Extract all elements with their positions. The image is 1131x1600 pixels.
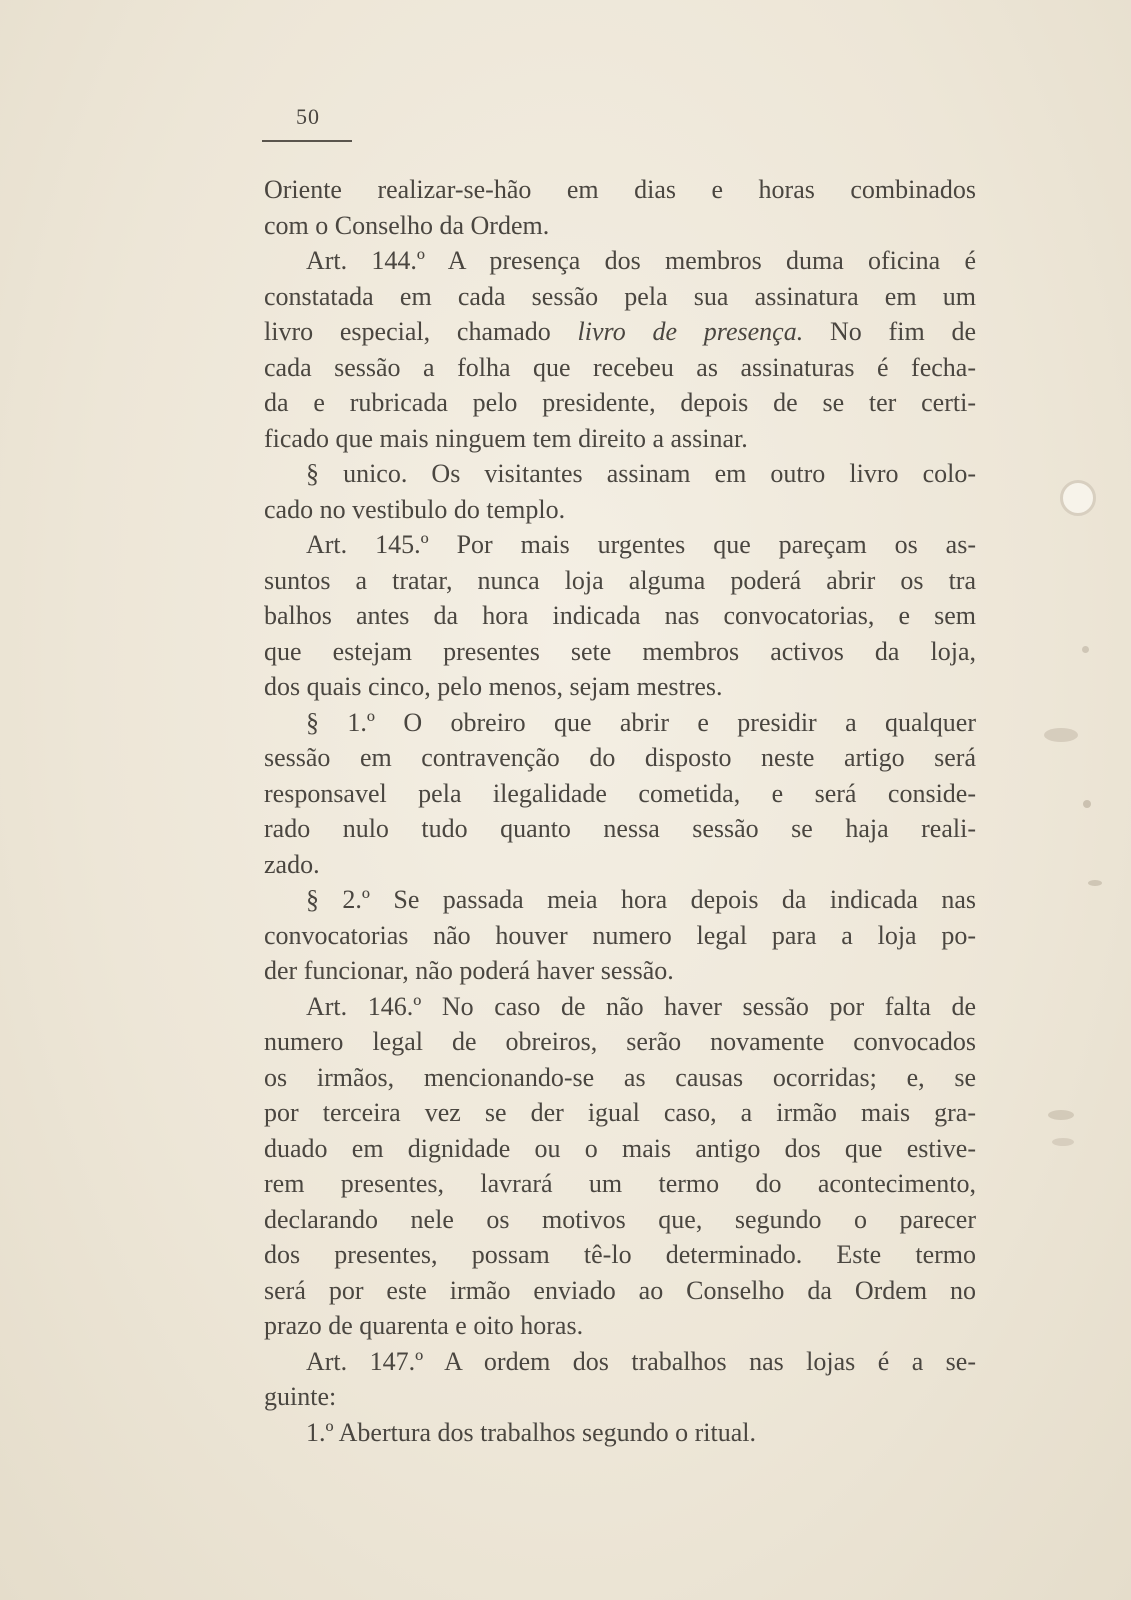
text-line: prazo de quarenta e oito horas. [264,1311,584,1340]
text-line: dos quais cinco, pelo menos, sejam mestres. [264,672,723,701]
page-number: 50 [296,104,320,129]
text-line: Art. 147.º A ordem dos trabalhos nas lojas é a se- [306,1346,976,1376]
text-line: ficado que mais ninguem tem direito a assinar. [264,423,748,453]
text-line: Art. 144.º A presença dos membros duma oficina é [306,246,976,275]
text-segment: No fim de [803,317,976,346]
text-segment: livro especial, chamado [264,317,578,346]
text-line: Art. 145.º Por mais urgentes que pareçam os as- [306,530,976,559]
margin-stain [1083,800,1091,808]
margin-stain [1044,728,1078,742]
text-line: suntos a tratar, nunca loja alguma poderá abrir os tra [264,565,976,595]
text-line: responsavel pela ilegalidade cometida, e será conside- [264,778,976,808]
text-line: os irmãos, mencionando-se as causas ocorridas; e, se [264,1062,976,1092]
text-line: Art. 146.º No caso de não haver sessão por falta de [306,991,976,1021]
margin-stain [1060,480,1096,516]
margin-stain [1052,1138,1074,1146]
text-line: § 2.º Se passada meia hora depois da indicada nas [306,885,976,914]
margin-stain [1048,1110,1074,1120]
margin-stain [1082,646,1089,653]
text-line: balhos antes da hora indicada nas convocatorias, e sem [264,601,976,630]
text-line: convocatorias não houver numero legal para a loja po- [264,920,976,950]
text-line [264,314,976,350]
text-line: sessão em contravenção do disposto neste artigo será [264,743,976,772]
text-line: § 1.º O obreiro que abrir e presidir a qualquer [306,707,976,737]
text-line: que estejam presentes sete membros activos da loja, [264,636,976,666]
text-line: guinte: [264,1382,337,1411]
text-line: constatada em cada sessão pela sua assinatura em um [264,281,976,311]
text-line: será por este irmão enviado ao Conselho da Ordem no [264,1275,976,1305]
text-line: rem presentes, lavrará um termo do acontecimento, [264,1169,976,1198]
margin-stain [1088,880,1102,886]
text-line: Oriente realizar-se-hão em dias e horas combinados [264,175,976,204]
text-line: cada sessão a folha que recebeu as assinaturas é fecha- [264,352,976,382]
text-line: zado. [264,849,320,879]
italic-term: livro de presença. [577,317,804,346]
text-line: numero legal de obreiros, serão novamente convocados [264,1027,976,1056]
text-line: 1.º Abertura dos trabalhos segundo o ritual. [306,1417,756,1447]
text-line: rado nulo tudo quanto nessa sessão se haja reali- [264,814,976,843]
text-line: da e rubricada pelo presidente, depois de se ter certi- [264,388,976,417]
body-text [264,172,976,1450]
text-line: cado no vestibulo do templo. [264,494,566,524]
page-number-rule [262,140,352,142]
text-line: por terceira vez se der igual caso, a irmão mais gra- [264,1098,976,1127]
text-line: § unico. Os visitantes assinam em outro livro colo- [306,459,976,488]
text-line: com o Conselho da Ordem. [264,210,550,240]
text-line: duado em dignidade ou o mais antigo dos que estive- [264,1133,976,1163]
text-line: der funcionar, não poderá haver sessão. [264,956,674,985]
text-line: declarando nele os motivos que, segundo o parecer [264,1204,976,1234]
text-line: dos presentes, possam tê-lo determinado. Este termo [264,1240,976,1269]
